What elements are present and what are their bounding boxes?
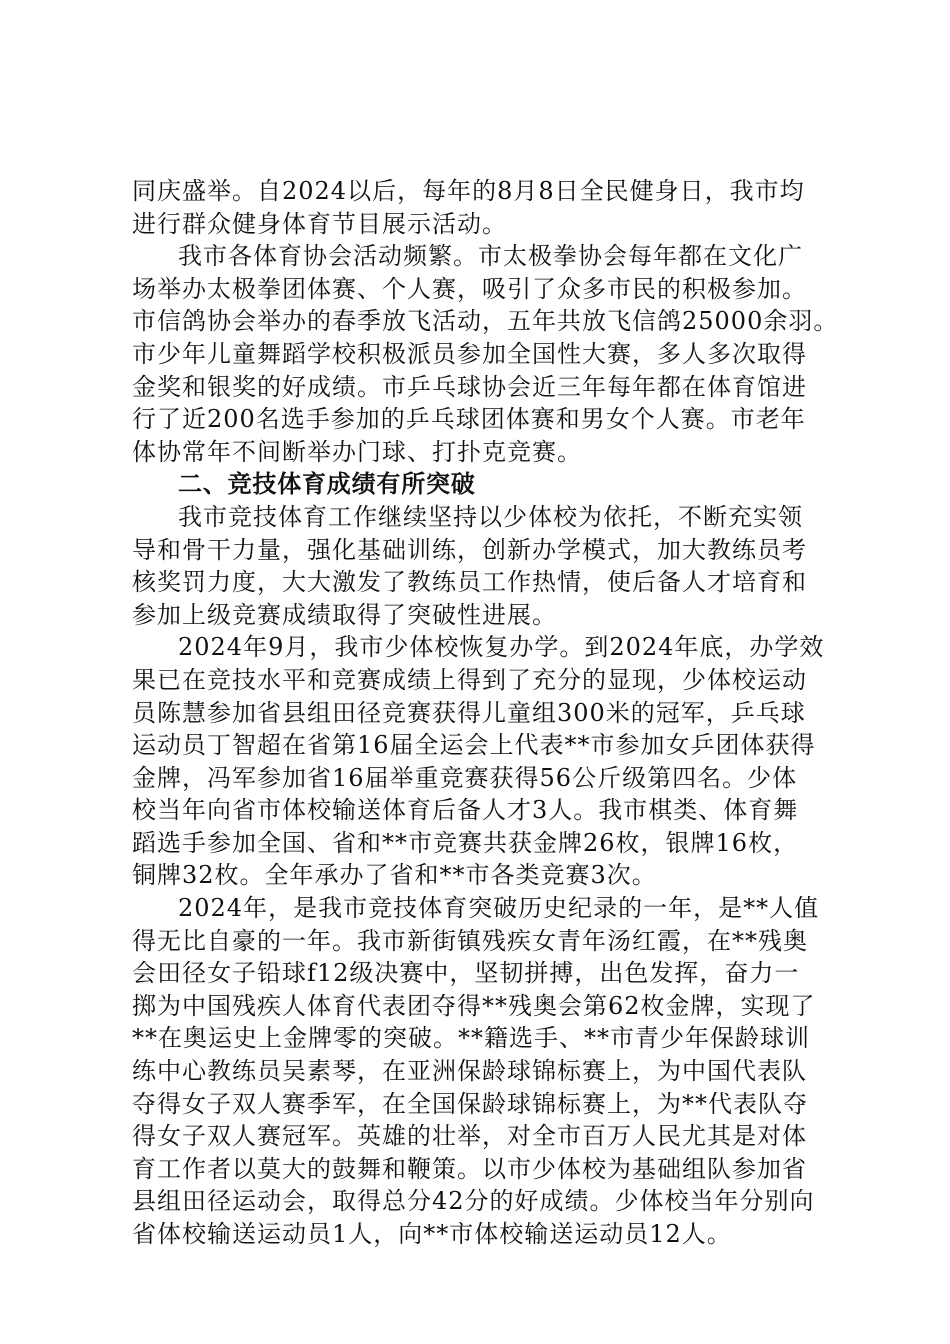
text-line: 得女子双人赛冠军。英雄的壮举，对全市百万人民尤其是对体 xyxy=(132,1122,807,1151)
text-line: 省体校输送运动员1人，向**市体校输送运动员12人。 xyxy=(132,1220,732,1248)
paragraph-fitness-day xyxy=(132,175,832,240)
text-line: 得无比自豪的一年。我市新街镇残疾女青年汤红霞，在**残奥 xyxy=(132,926,808,955)
text-line: 核奖罚力度，大大激发了教练员工作热情，使后备人才培育和 xyxy=(132,568,807,597)
text-line: 市信鸽协会举办的春季放飞活动，五年共放飞信鸽25000余羽。 xyxy=(132,307,839,336)
text-line: 校当年向省市体校输送体育后备人才3人。我市棋类、体育舞 xyxy=(132,796,799,825)
text-line: 市少年儿童舞蹈学校积极派员参加全国性大赛，多人多次取得 xyxy=(132,339,807,368)
paragraph-competitive-work xyxy=(132,501,832,631)
text-line: 我市各体育协会活动频繁。市太极拳协会每年都在文化广 xyxy=(178,242,803,271)
section-heading: 二、竞技体育成绩有所突破 xyxy=(178,470,476,499)
paragraph-breakthrough-year xyxy=(132,892,832,1251)
text-line: 员陈慧参加省县组田径竞赛获得儿童组300米的冠军，乒乓球 xyxy=(132,698,806,727)
text-line: 练中心教练员吴素琴，在亚洲保龄球锦标赛上，为中国代表队 xyxy=(132,1057,807,1086)
text-line: 金奖和银奖的好成绩。市乒乓球协会近三年每年都在体育馆进 xyxy=(132,372,807,401)
text-line: 2024年，是我市竞技体育突破历史纪录的一年，是**人值 xyxy=(178,894,820,923)
text-line: 参加上级竞赛成绩取得了突破性进展。 xyxy=(132,600,557,629)
text-line: 会田径女子铅球f12级决赛中，坚韧拼搏，出色发挥，奋力一 xyxy=(132,959,800,988)
text-line: 县组田径运动会，取得总分42分的好成绩。少体校当年分别向 xyxy=(132,1187,815,1216)
text-line: 进行群众健身体育节目展示活动。 xyxy=(132,209,507,238)
text-line: 我市竞技体育工作继续坚持以少体校为依托，不断充实领 xyxy=(178,502,803,531)
paragraph-sports-associations xyxy=(132,240,839,468)
text-line: **在奥运史上金牌零的突破。**籍选手、**市青少年保龄球训 xyxy=(132,1024,810,1053)
text-line: 育工作者以莫大的鼓舞和鞭策。以市少体校为基础组队参加省 xyxy=(132,1154,807,1183)
text-line: 体协常年不间断举办门球、打扑克竞赛。 xyxy=(132,437,582,466)
text-line: 2024年9月，我市少体校恢复办学。到2024年底，办学效 xyxy=(178,633,825,662)
text-line: 蹈选手参加全国、省和**市竞赛共获金牌26枚，银牌16枚， xyxy=(132,828,799,857)
paragraph-sports-school xyxy=(132,631,832,892)
text-line: 夺得女子双人赛季军，在全国保龄球锦标赛上，为**代表队夺 xyxy=(132,1089,808,1118)
text-line: 导和骨干力量，强化基础训练，创新办学模式，加大教练员考 xyxy=(132,535,807,564)
text-line: 运动员丁智超在省第16届全运会上代表**市参加女乒团体获得 xyxy=(132,731,816,760)
text-line: 果已在竞技水平和竞赛成绩上得到了充分的显现，少体校运动 xyxy=(132,665,807,694)
text-line: 同庆盛举。自2024以后，每年的8月8日全民健身日，我市均 xyxy=(132,177,805,205)
text-line: 金牌，冯军参加省16届举重竞赛获得56公斤级第四名。少体 xyxy=(132,763,798,792)
text-line: 行了近200名选手参加的乒乓球团体赛和男女个人赛。市老年 xyxy=(132,405,806,434)
text-line: 掷为中国残疾人体育代表团夺得**残奥会第62枚金牌，实现了 xyxy=(132,991,816,1020)
text-line: 铜牌32枚。全年承办了省和**市各类竞赛3次。 xyxy=(132,861,657,890)
text-line: 场举办太极拳团体赛、个人赛，吸引了众多市民的积极参加。 xyxy=(132,274,807,303)
